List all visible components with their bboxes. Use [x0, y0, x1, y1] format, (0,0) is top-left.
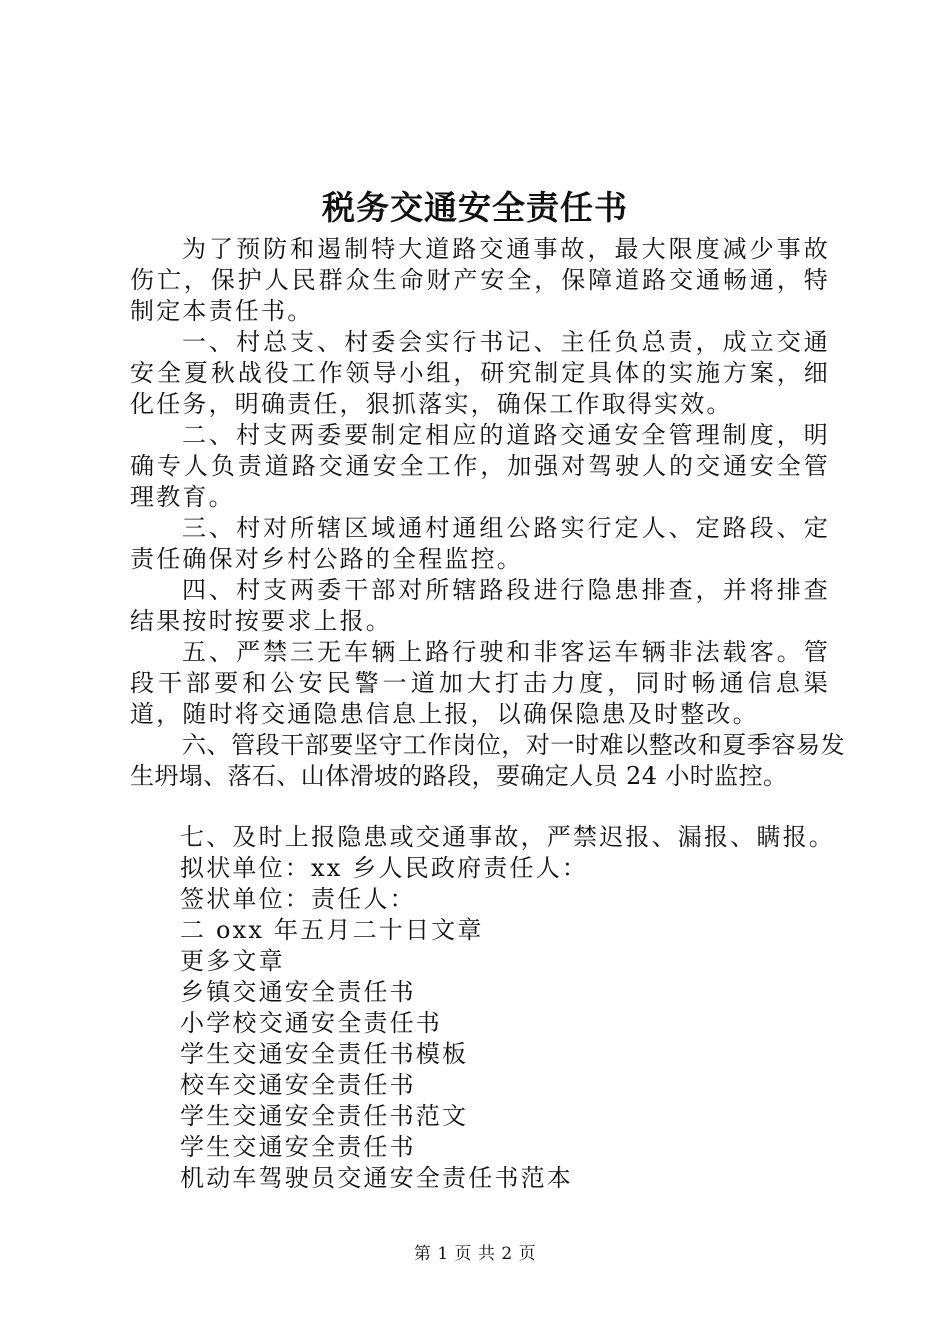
- more-articles-heading: 更多文章: [180, 947, 285, 975]
- signer-line: 签状单位：责任人：: [180, 885, 416, 913]
- paragraph-item-4: 四、村支两委干部对所辖路段进行隐患排查，并将排查结果按时按要求上报。: [130, 576, 830, 635]
- paragraph-gap: [130, 792, 830, 822]
- paragraph-item-5: 五、严禁三无车辆上路行驶和非客运车辆非法载客。管段干部要和公安民警一道加大打击力度，同时畅通信息渠道，随时将交通隐患信息上报，以确保隐患及时整改。: [130, 638, 830, 728]
- related-article-item: 学生交通安全责任书: [180, 1133, 416, 1161]
- related-article-item: 校车交通安全责任书: [180, 1071, 416, 1099]
- related-article-item: 机动车驾驶员交通安全责任书范本: [180, 1164, 573, 1192]
- related-article-item: 乡镇交通安全责任书: [180, 978, 416, 1006]
- paragraph-item-1: 一、村总支、村委会实行书记、主任负总责，成立交通安全夏秋战役工作领导小组，研究制定具体的实施方案，细化任务，明确责任，狠抓落实，确保工作取得实效。: [130, 328, 830, 418]
- document-body: [130, 234, 845, 1194]
- document-title: 税务交通安全责任书: [322, 188, 628, 227]
- related-article-item: 学生交通安全责任书范文: [180, 1102, 469, 1130]
- paragraph-item-2: 二、村支两委要制定相应的道路交通安全管理制度，明确专人负责道路交通安全工作，加强对驾驶人的交通安全管理教育。: [130, 421, 830, 511]
- paragraph-item-3: 三、村对所辖区域通村通组公路实行定人、定路段、定责任确保对乡村公路的全程监控。: [130, 514, 830, 573]
- related-article-item: 小学校交通安全责任书: [180, 1009, 442, 1037]
- paragraph-item-7: 七、及时上报隐患或交通事故，严禁迟报、漏报、瞒报。: [180, 823, 835, 851]
- related-article-item: 学生交通安全责任书模板: [180, 1040, 469, 1068]
- paragraph-item-6: 六、管段干部要坚守工作岗位，对一时难以整改和夏季容易发生坍塌、落石、山体滑坡的路段，要确定人员 24 小时监控。: [130, 731, 845, 790]
- page-number-footer: 第 1 页 共 2 页: [413, 1244, 537, 1264]
- paragraph-intro: 为了预防和遏制特大道路交通事故，最大限度减少事故伤亡，保护人民群众生命财产安全，保障道路交通畅通，特制定本责任书。: [130, 235, 830, 325]
- date-line: 二 oxx 年五月二十日文章: [180, 916, 484, 944]
- issuer-line: 拟状单位：xx 乡人民政府责任人：: [180, 854, 589, 882]
